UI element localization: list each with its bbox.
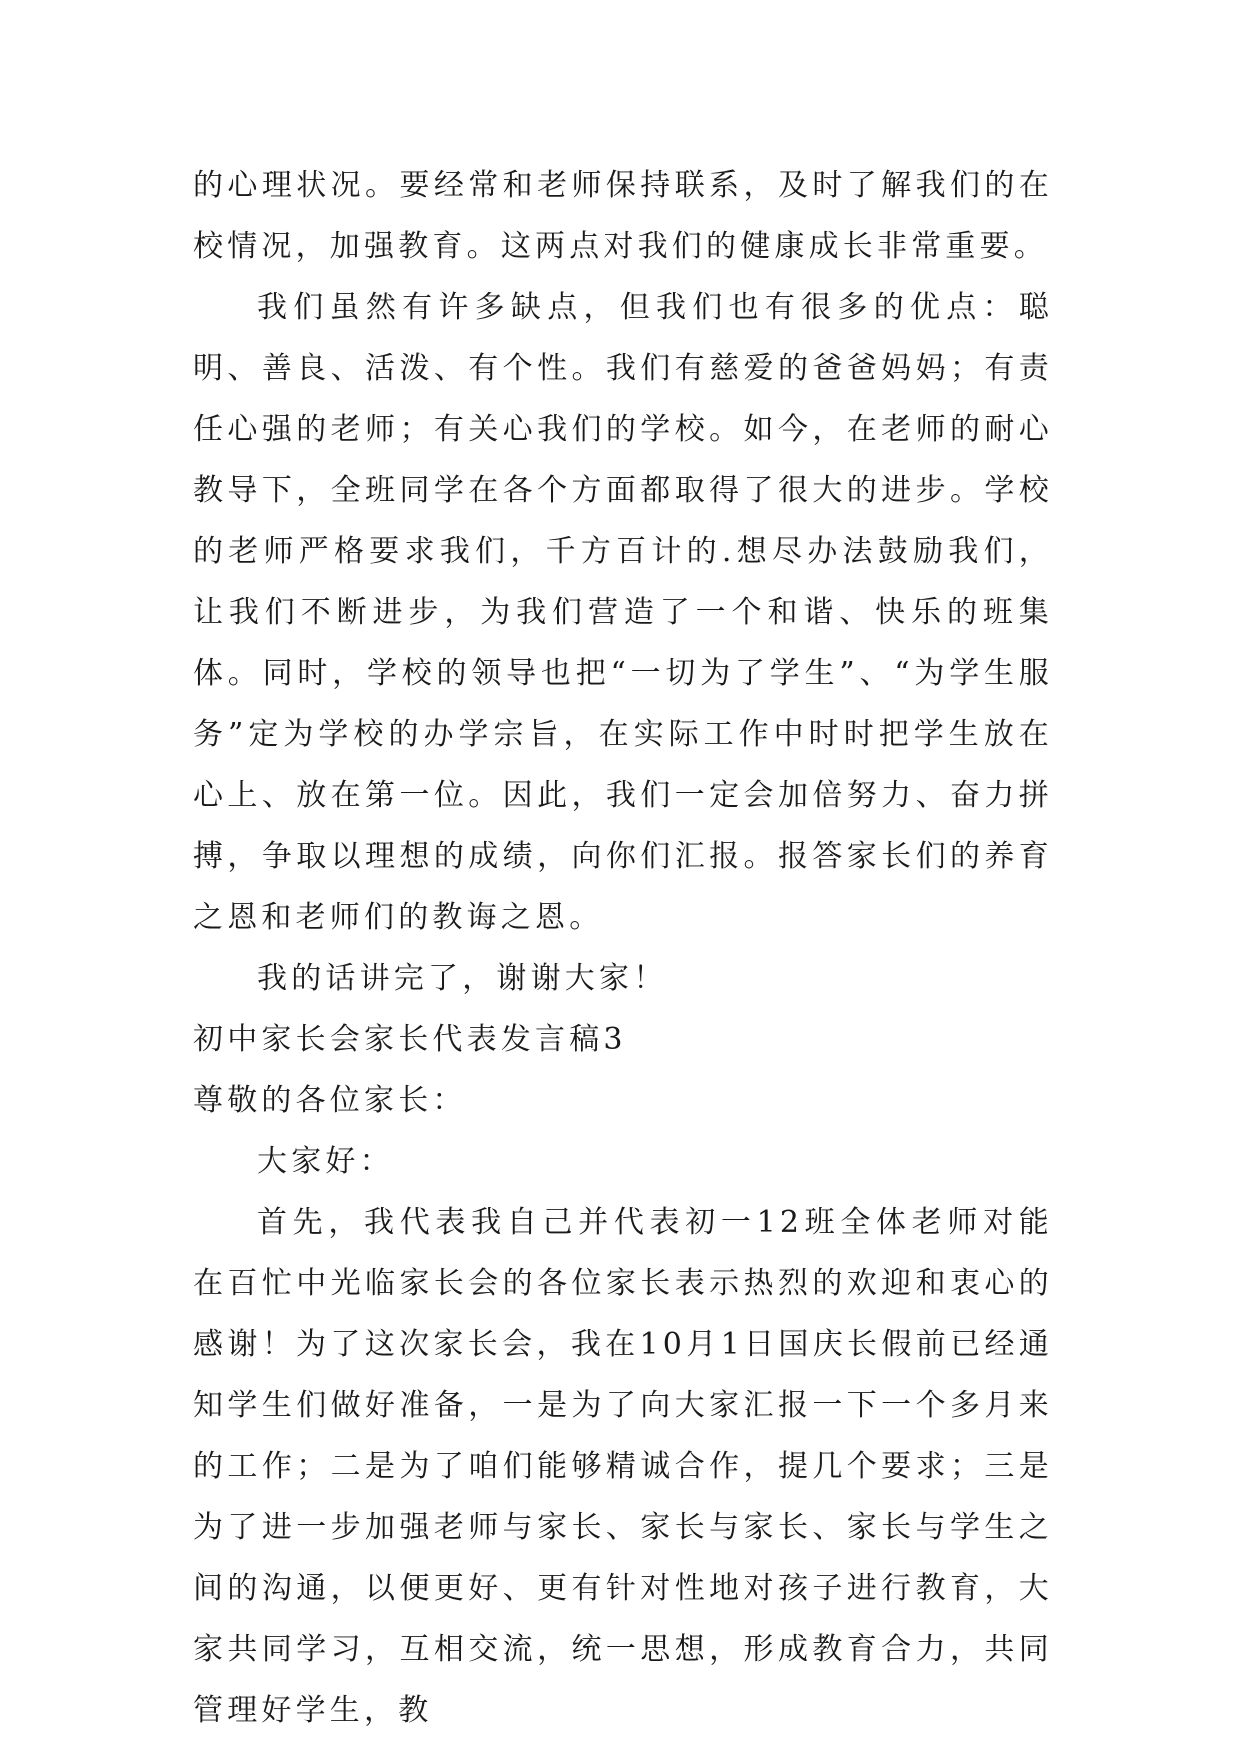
paragraph-3: 我的话讲完了，谢谢大家！ <box>257 961 668 996</box>
section-title: 初中家长会家长代表发言稿3 <box>193 1022 627 1057</box>
document-page <box>193 155 1053 1741</box>
paragraph-2: 我们虽然有许多缺点，但我们也有很多的优点：聪明、善良、活泼、有个性。我们有慈爱的爸爸妈妈；有责任心强的老师；有关心我们的学校。如今，在老师的耐心教导下，全班同学在各个方面都取得了很大的进步。学校的老师严格要求我们，千方百计的.想尽办法鼓励我们，让我们不断进步，为我们营造了一个和谐、快乐的班集体。同时，学校的领导也把“一切为了学生”、“为学生服务”定为学校的办学宗旨，在实际工作中时时把学生放在心上、放在第一位。因此，我们一定会加倍努力、奋力拼搏，争取以理想的成绩，向你们汇报。报答家长们的养育之恩和老师们的教诲之恩。 <box>193 290 1053 935</box>
greeting: 大家好： <box>257 1144 394 1179</box>
salutation: 尊敬的各位家长： <box>193 1083 467 1118</box>
paragraph-7: 首先，我代表我自己并代表初一12班全体老师对能在百忙中光临家长会的各位家长表示热烈的欢迎和衷心的感谢！为了这次家长会，我在10月1日国庆长假前已经通知学生们做好准备，一是为了向大家汇报一下一个多月来的工作；二是为了咱们能够精诚合作，提几个要求；三是为了进一步加强老师与家长、家长与家长、家长与学生之间的沟通，以便更好、更有针对性地对孩子进行教育，大家共同学习，互相交流，统一思想，形成教育合力，共同管理好学生，教 <box>193 1205 1053 1728</box>
paragraph-1: 的心理状况。要经常和老师保持联系，及时了解我们的在校情况，加强教育。这两点对我们的健康成长非常重要。 <box>193 168 1053 264</box>
